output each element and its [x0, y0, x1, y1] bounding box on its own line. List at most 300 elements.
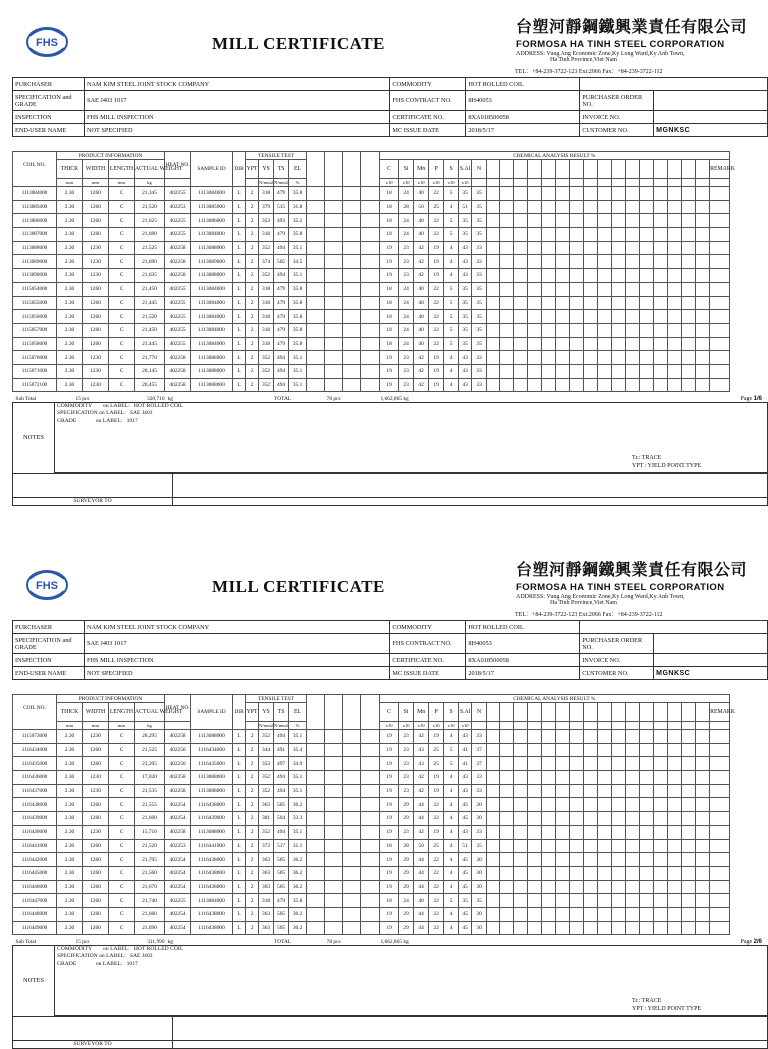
table-cell: 1115058000: [13, 337, 57, 351]
table-cell: 42: [414, 730, 429, 744]
table-cell: 43: [459, 351, 472, 365]
table-row: [13, 825, 768, 839]
col-blank: [528, 703, 542, 722]
table-cell: 1230: [83, 771, 109, 785]
table-cell: [626, 378, 640, 392]
table-cell: 352: [259, 771, 274, 785]
table-cell: C: [109, 214, 135, 228]
table-cell: 18: [380, 323, 399, 337]
table-cell: 352: [259, 825, 274, 839]
table-cell: 1113088000: [191, 241, 233, 255]
table-cell: 35.1: [289, 771, 307, 785]
table-cell: [325, 364, 343, 378]
table-cell: [668, 798, 682, 812]
table-cell: [556, 921, 570, 935]
table-cell: [487, 894, 500, 908]
table-cell: [325, 269, 343, 283]
table-cell: [626, 364, 640, 378]
table-row: [13, 214, 768, 228]
table-cell: [343, 337, 361, 351]
table-cell: 36.2: [289, 798, 307, 812]
table-cell: 5: [444, 228, 459, 242]
unit-weight: kg: [135, 179, 165, 187]
table-cell: [307, 269, 325, 283]
table-cell: [710, 310, 729, 324]
company-address-line1: ADDRESS: Vung Ang Economic Zone,Ky Long Ward,Ky Anh Town,: [516, 51, 766, 57]
col-heat-no: HEAT NO.: [165, 695, 191, 722]
table-cell: L: [233, 228, 246, 242]
table-cell: 40: [414, 894, 429, 908]
table-cell: [612, 241, 626, 255]
table-cell: 42: [414, 771, 429, 785]
table-cell: [514, 364, 528, 378]
col-el: EL: [289, 703, 307, 722]
table-cell: [570, 296, 584, 310]
table-cell: [598, 771, 612, 785]
table-cell: 1230: [83, 351, 109, 365]
table-cell: [542, 853, 556, 867]
table-cell: 1116438000: [191, 866, 233, 880]
table-cell: [487, 187, 500, 201]
table-cell: [626, 228, 640, 242]
table-cell: 22: [429, 894, 444, 908]
table-cell: 5: [444, 310, 459, 324]
table-cell: 43: [459, 255, 472, 269]
table-cell: 24: [399, 337, 414, 351]
table-cell: [640, 812, 654, 826]
table-cell: 352: [259, 364, 274, 378]
table-cell: [626, 907, 640, 921]
table-cell: [307, 921, 325, 935]
col-thick: THICK: [57, 703, 83, 722]
table-cell: [612, 771, 626, 785]
table-cell: [361, 187, 380, 201]
table-cell: 44: [414, 907, 429, 921]
signature-box-right: [173, 1016, 768, 1040]
col-blank: [514, 703, 528, 722]
table-cell: 42: [414, 269, 429, 283]
table-cell: [598, 743, 612, 757]
table-cell: [361, 228, 380, 242]
spec-label: SPECIFICATION and GRADE: [13, 634, 85, 654]
table-cell: 35: [459, 323, 472, 337]
table-cell: [612, 282, 626, 296]
table-cell: [710, 784, 729, 798]
table-cell: [584, 214, 598, 228]
table-cell: 30: [472, 866, 487, 880]
col-blank: [542, 722, 556, 730]
table-cell: 1116437000: [13, 784, 57, 798]
table-cell: 19: [429, 771, 444, 785]
col-ys: YS: [259, 703, 274, 722]
table-cell: [626, 880, 640, 894]
table-cell: [696, 269, 710, 283]
table-cell: 35.1: [289, 784, 307, 798]
table-cell: [542, 784, 556, 798]
table-cell: [500, 255, 514, 269]
table-cell: [487, 784, 500, 798]
table-cell: 21,690: [135, 921, 165, 935]
table-row: [13, 282, 768, 296]
col-blank: [361, 152, 380, 187]
table-cell: [682, 771, 696, 785]
table-cell: 2: [246, 907, 259, 921]
unit-width: mm: [83, 179, 109, 187]
table-cell: [343, 364, 361, 378]
table-cell: C: [109, 282, 135, 296]
col-blank: [528, 160, 542, 179]
table-cell: 43: [459, 364, 472, 378]
table-cell: [343, 798, 361, 812]
table-cell: 1116438000: [13, 798, 57, 812]
table-cell: [343, 214, 361, 228]
col-blank: [542, 703, 556, 722]
col-blank: [682, 703, 696, 722]
table-cell: [542, 310, 556, 324]
table-cell: [528, 784, 542, 798]
table-cell: [668, 228, 682, 242]
table-cell: [626, 798, 640, 812]
col-si: Si: [399, 160, 414, 179]
table-cell: [307, 255, 325, 269]
table-cell: 35: [472, 894, 487, 908]
table-cell: [640, 784, 654, 798]
table-cell: [682, 364, 696, 378]
col-blank: [682, 179, 696, 187]
table-cell: [570, 907, 584, 921]
table-cell: 19: [380, 784, 399, 798]
table-cell: [487, 825, 500, 839]
table-row: [13, 351, 768, 365]
table-cell: [584, 323, 598, 337]
inspection-value: FHS MILL INSPECTION: [84, 654, 389, 667]
table-cell: 19: [380, 812, 399, 826]
col-blank: [612, 722, 626, 730]
table-cell: 2: [246, 378, 259, 392]
col-blank: [500, 722, 514, 730]
table-cell: 1116446000: [13, 880, 57, 894]
table-cell: [640, 200, 654, 214]
table-cell: 43: [459, 825, 472, 839]
table-cell: [556, 866, 570, 880]
table-cell: [710, 241, 729, 255]
table-cell: 2: [246, 757, 259, 771]
table-cell: [654, 378, 668, 392]
table-row: [13, 907, 768, 921]
table-cell: [325, 839, 343, 853]
table-cell: 21,555: [135, 798, 165, 812]
table-cell: [584, 337, 598, 351]
table-cell: [343, 310, 361, 324]
table-cell: [584, 894, 598, 908]
table-cell: 1113084000: [191, 310, 233, 324]
inspection-label: INSPECTION: [13, 111, 85, 124]
table-cell: [556, 743, 570, 757]
table-cell: [361, 743, 380, 757]
table-cell: [542, 825, 556, 839]
tensile-header: TENSILE TEST: [246, 695, 307, 703]
table-cell: C: [109, 825, 135, 839]
unit-si: x10: [399, 179, 414, 187]
company-block: [516, 557, 766, 618]
table-cell: [682, 812, 696, 826]
table-cell: 35: [459, 282, 472, 296]
table-cell: 402255: [165, 337, 191, 351]
col-blank: [696, 160, 710, 179]
table-cell: C: [109, 853, 135, 867]
table-cell: 1260: [83, 323, 109, 337]
table-cell: 18: [380, 214, 399, 228]
table-cell: C: [109, 880, 135, 894]
table-cell: 2.30: [57, 921, 83, 935]
table-cell: [682, 323, 696, 337]
table-cell: 4: [444, 866, 459, 880]
table-cell: 22: [429, 296, 444, 310]
legend-text: [632, 997, 701, 1013]
col-blank: [325, 695, 343, 730]
table-cell: L: [233, 323, 246, 337]
table-cell: [668, 825, 682, 839]
table-cell: [668, 296, 682, 310]
col-dir: DIR: [233, 152, 246, 187]
table-cell: L: [233, 255, 246, 269]
chem-header: CHEMICAL ANALYSIS RESULT %: [380, 695, 729, 703]
spec-label: SPECIFICATION and GRADE: [13, 91, 85, 111]
table-cell: [640, 364, 654, 378]
table-cell: [556, 812, 570, 826]
table-cell: [556, 784, 570, 798]
table-cell: 479: [274, 894, 289, 908]
table-cell: 1116438000: [191, 880, 233, 894]
table-cell: 5: [444, 214, 459, 228]
table-cell: 402258: [165, 241, 191, 255]
table-cell: [612, 351, 626, 365]
table-cell: [361, 880, 380, 894]
col-blank: [668, 722, 682, 730]
table-cell: [487, 798, 500, 812]
unit-n: [472, 179, 487, 187]
table-cell: [500, 310, 514, 324]
table-cell: [598, 323, 612, 337]
table-cell: 35: [459, 310, 472, 324]
table-cell: [307, 812, 325, 826]
table-cell: [668, 337, 682, 351]
col-length: LENGTH: [109, 703, 135, 722]
table-cell: [668, 200, 682, 214]
total-pcs: 78 pcs: [307, 392, 361, 406]
table-row: [13, 921, 768, 935]
table-cell: 42: [414, 378, 429, 392]
table-cell: [343, 880, 361, 894]
table-cell: [668, 214, 682, 228]
table-cell: [514, 187, 528, 201]
table-cell: 22: [429, 798, 444, 812]
unit-ypt: [246, 179, 259, 187]
table-cell: [528, 200, 542, 214]
table-cell: 318: [259, 282, 274, 296]
col-blank: [598, 703, 612, 722]
table-cell: 1115056000: [13, 310, 57, 324]
table-cell: [626, 282, 640, 296]
table-cell: [682, 228, 696, 242]
table-row: [13, 853, 768, 867]
unit-p: x10: [429, 179, 444, 187]
col-mn: Mn: [414, 160, 429, 179]
table-cell: 1115057000: [13, 323, 57, 337]
subtotal-pcs: 15 pcs: [57, 392, 109, 406]
table-cell: 1116441000: [191, 839, 233, 853]
table-cell: [668, 921, 682, 935]
table-row: [13, 894, 768, 908]
table-cell: [584, 757, 598, 771]
col-si: Si: [399, 703, 414, 722]
col-blank: [514, 160, 528, 179]
table-cell: 21,345: [135, 187, 165, 201]
table-cell: 35: [459, 228, 472, 242]
table-cell: 1230: [83, 241, 109, 255]
table-cell: [487, 743, 500, 757]
table-cell: L: [233, 853, 246, 867]
table-cell: 30: [472, 812, 487, 826]
table-cell: 402258: [165, 771, 191, 785]
col-ts: TS: [274, 703, 289, 722]
table-cell: C: [109, 907, 135, 921]
table-cell: 51: [459, 200, 472, 214]
table-cell: 35: [472, 200, 487, 214]
notes-commodity: COMMODITY on LABEL: HOT ROLLED COIL: [57, 403, 765, 411]
table-cell: [500, 364, 514, 378]
company-name-cn: 台塑河靜鋼鐵興業責任有限公司: [516, 14, 766, 37]
table-cell: 1116448000: [13, 907, 57, 921]
table-cell: 2.30: [57, 337, 83, 351]
col-blank: [570, 703, 584, 722]
table-cell: [514, 730, 528, 744]
table-cell: [710, 269, 729, 283]
table-cell: [598, 730, 612, 744]
unit-ts: N/mm2: [274, 722, 289, 730]
table-cell: [528, 241, 542, 255]
table-cell: 402258: [165, 730, 191, 744]
table-cell: [556, 310, 570, 324]
table-cell: 494: [274, 378, 289, 392]
table-cell: 23: [399, 784, 414, 798]
table-cell: [528, 378, 542, 392]
table-cell: [570, 214, 584, 228]
table-cell: [612, 200, 626, 214]
table-cell: [343, 187, 361, 201]
table-cell: [556, 880, 570, 894]
product-info-header: PRODUCT INFORMATION: [57, 695, 165, 703]
table-cell: 35: [472, 282, 487, 296]
table-cell: [361, 337, 380, 351]
table-cell: 40: [414, 337, 429, 351]
table-cell: [668, 880, 682, 894]
col-blank: [626, 722, 640, 730]
table-cell: 35: [459, 187, 472, 201]
table-cell: [542, 907, 556, 921]
table-cell: [361, 351, 380, 365]
table-cell: 17,020: [135, 771, 165, 785]
table-cell: [487, 255, 500, 269]
table-cell: 43: [459, 269, 472, 283]
table-cell: 21,560: [135, 866, 165, 880]
table-cell: [514, 296, 528, 310]
enduser-label: END-USER NAME: [13, 124, 85, 137]
table-cell: C: [109, 757, 135, 771]
col-blank: [598, 160, 612, 179]
table-cell: [598, 921, 612, 935]
col-blank: [626, 160, 640, 179]
table-cell: 23: [399, 743, 414, 757]
table-cell: 374: [259, 255, 274, 269]
table-cell: 402258: [165, 784, 191, 798]
table-cell: [542, 921, 556, 935]
table-cell: [668, 730, 682, 744]
table-cell: L: [233, 200, 246, 214]
col-blank: [640, 160, 654, 179]
table-cell: 1116434000: [13, 743, 57, 757]
table-cell: 19: [380, 743, 399, 757]
table-cell: C: [109, 337, 135, 351]
col-blank: [696, 179, 710, 187]
table-cell: [542, 187, 556, 201]
table-cell: [500, 907, 514, 921]
table-cell: [500, 200, 514, 214]
table-cell: [500, 784, 514, 798]
table-cell: 33: [472, 364, 487, 378]
table-cell: [343, 825, 361, 839]
table-cell: 1115054000: [13, 282, 57, 296]
table-cell: [682, 241, 696, 255]
table-cell: [682, 757, 696, 771]
table-cell: [514, 351, 528, 365]
table-cell: 45: [459, 853, 472, 867]
table-cell: [570, 757, 584, 771]
surveyor-label: SURVEYOR TO: [13, 497, 173, 505]
table-cell: 1113088000: [191, 730, 233, 744]
table-cell: 34.5: [289, 255, 307, 269]
table-cell: [598, 880, 612, 894]
table-cell: 24: [399, 894, 414, 908]
table-cell: 35: [459, 894, 472, 908]
table-cell: 2.30: [57, 351, 83, 365]
table-cell: 28: [399, 200, 414, 214]
table-cell: 35.1: [289, 730, 307, 744]
table-cell: [556, 282, 570, 296]
table-cell: [307, 241, 325, 255]
table-cell: [626, 323, 640, 337]
table-cell: [612, 337, 626, 351]
table-cell: 29: [399, 866, 414, 880]
table-cell: [584, 907, 598, 921]
table-cell: 42: [414, 255, 429, 269]
table-cell: [343, 894, 361, 908]
table-cell: 22: [429, 907, 444, 921]
table-cell: 42: [414, 784, 429, 798]
table-cell: C: [109, 241, 135, 255]
table-cell: 1116447000: [13, 894, 57, 908]
table-cell: 23: [399, 255, 414, 269]
table-cell: [640, 853, 654, 867]
table-cell: [361, 282, 380, 296]
inspection-label: INSPECTION: [13, 654, 85, 667]
table-cell: [584, 853, 598, 867]
table-cell: [696, 743, 710, 757]
table-cell: 2: [246, 743, 259, 757]
table-cell: [528, 323, 542, 337]
coil-table: [12, 694, 768, 949]
table-cell: 35.4: [289, 743, 307, 757]
